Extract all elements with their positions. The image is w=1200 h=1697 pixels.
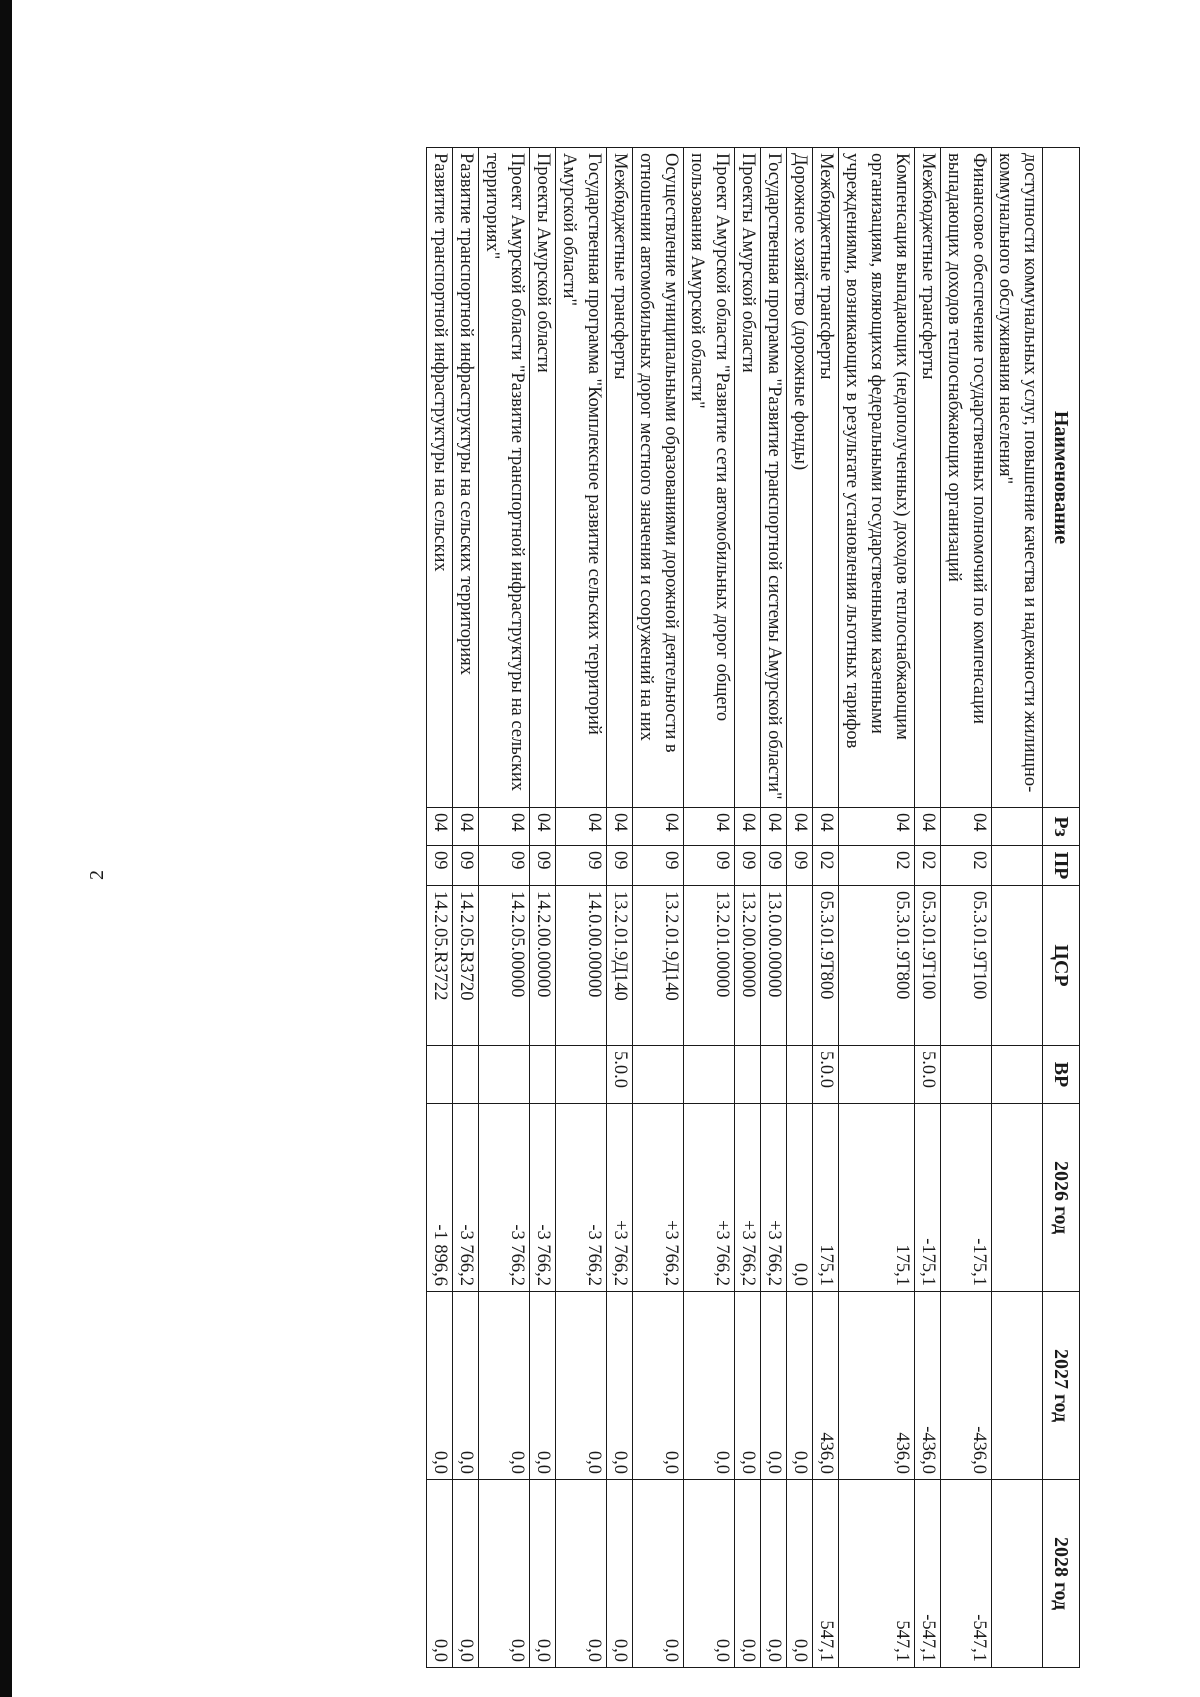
cell-2028: 0,0 [556,1480,607,1668]
table-row [530,148,556,1668]
cell-name: Компенсация выпадающих (недополученных) доходов теплоснабжающим организациям, являющихся федеральными государственными казенными учреждениями, возникающих в результате установления льготных тарифов [839,148,915,808]
cell-csr: 13.0.00.00000 [761,886,787,1046]
cell-2026: +3 766,2 [633,1104,684,1292]
cell-2027: 0,0 [684,1292,735,1480]
cell-csr: 05.3.01.9Т100 [915,886,941,1046]
cell-2027: 0,0 [607,1292,633,1480]
cell-rz: 04 [530,808,556,846]
cell-2026: +3 766,2 [684,1104,735,1292]
cell-2028: 0,0 [530,1480,556,1668]
cell-rz: 04 [479,808,530,846]
cell-2028: 0,0 [684,1480,735,1668]
cell-rz: 04 [607,808,633,846]
cell-csr [787,886,813,1046]
cell-vr: 5.0.0 [915,1046,941,1104]
cell-name: Проекты Амурской области [530,148,556,808]
table-row [633,148,684,1668]
cell-2026: +3 766,2 [735,1104,761,1292]
cell-pr: 09 [530,846,556,886]
table-row [479,148,530,1668]
cell-csr: 05.3.01.9Т100 [941,886,992,1046]
cell-vr [684,1046,735,1104]
cell-pr: 09 [633,846,684,886]
cell-2027: 0,0 [787,1292,813,1480]
cell-csr: 13.2.01.00000 [684,886,735,1046]
cell-2027: 0,0 [530,1292,556,1480]
cell-vr [453,1046,479,1104]
cell-2027: 0,0 [556,1292,607,1480]
cell-rz: 04 [813,808,839,846]
cell-vr [941,1046,992,1104]
cell-2028: 547,1 [839,1480,915,1668]
cell-rz: 04 [633,808,684,846]
cell-pr: 09 [556,846,607,886]
table-row [556,148,607,1668]
cell-vr [556,1046,607,1104]
cell-csr: 14.2.05.R3722 [427,886,453,1046]
cell-pr: 02 [915,846,941,886]
cell-2028: 0,0 [479,1480,530,1668]
cell-2028: 0,0 [787,1480,813,1668]
cell-rz: 04 [787,808,813,846]
cell-csr: 14.2.05.R3720 [453,886,479,1046]
cell-vr [839,1046,915,1104]
cell-2027: 436,0 [839,1292,915,1480]
cell-name: Развитие транспортной инфраструктуры на сельских территориях [453,148,479,808]
cell-2027 [992,1292,1043,1480]
cell-name: Проект Амурской области "Развитие транспортной инфраструктуры на сельских территориях" [479,148,530,808]
cell-name: Дорожное хозяйство (дорожные фонды) [787,148,813,808]
cell-vr [479,1046,530,1104]
header-rz: Рз [1043,808,1080,846]
cell-2028: 0,0 [633,1480,684,1668]
cell-2027: 0,0 [735,1292,761,1480]
cell-name: доступности коммунальных услуг, повышение качества и надежности жилищно-коммунального обслуживания населения" [992,148,1043,808]
cell-csr: 14.0.00.00000 [556,886,607,1046]
cell-csr: 13.2.01.9Д140 [607,886,633,1046]
cell-2026 [992,1104,1043,1292]
cell-2026: -1 896,6 [427,1104,453,1292]
cell-name: Проекты Амурской области [735,148,761,808]
cell-pr: 09 [607,846,633,886]
cell-rz: 04 [735,808,761,846]
rotated-page [180,147,1080,1667]
cell-2028: 0,0 [453,1480,479,1668]
cell-2028: 0,0 [761,1480,787,1668]
cell-rz: 04 [915,808,941,846]
cell-2026: 175,1 [813,1104,839,1292]
cell-name: Государственная программа "Развитие транспортной системы Амурской области" [761,148,787,808]
cell-rz: 04 [761,808,787,846]
cell-csr: 13.2.00.00000 [735,886,761,1046]
table-row [735,148,761,1668]
cell-csr: 05.3.01.9Т800 [839,886,915,1046]
cell-csr: 05.3.01.9Т800 [813,886,839,1046]
cell-2027: 0,0 [633,1292,684,1480]
cell-2026: -3 766,2 [530,1104,556,1292]
cell-2027: 0,0 [479,1292,530,1480]
cell-rz: 04 [556,808,607,846]
scan-edge [0,0,12,1697]
cell-2026: -3 766,2 [479,1104,530,1292]
cell-2026: -175,1 [941,1104,992,1292]
cell-2027: 436,0 [813,1292,839,1480]
cell-name: Осуществление муниципальными образованиями дорожной деятельности в отношении автомобильных дорог местного значения и сооружений на них [633,148,684,808]
header-2027: 2027 год [1043,1292,1080,1480]
table-row [915,148,941,1668]
cell-2028: -547,1 [915,1480,941,1668]
cell-name: Финансовое обеспечение государственных полномочий по компенсации выпадающих доходов теплоснабжающих организаций [941,148,992,808]
cell-pr [992,846,1043,886]
cell-pr: 09 [787,846,813,886]
table-row [992,148,1043,1668]
table-row [761,148,787,1668]
table-row [839,148,915,1668]
cell-2028: 0,0 [427,1480,453,1668]
cell-2028: 0,0 [735,1480,761,1668]
cell-pr: 09 [761,846,787,886]
cell-2028: -547,1 [941,1480,992,1668]
table-row [684,148,735,1668]
cell-pr: 09 [453,846,479,886]
table-row [787,148,813,1668]
cell-2026: +3 766,2 [761,1104,787,1292]
cell-rz: 04 [453,808,479,846]
cell-vr [761,1046,787,1104]
page-number: 2 [86,870,108,880]
header-csr: ЦСР [1043,886,1080,1046]
cell-name: Развитие транспортной инфраструктуры на сельских [427,148,453,808]
cell-2027: -436,0 [915,1292,941,1480]
table-row [607,148,633,1668]
cell-2028 [992,1480,1043,1668]
cell-pr: 02 [941,846,992,886]
cell-2027: 0,0 [453,1292,479,1480]
table-row [453,148,479,1668]
cell-pr: 02 [813,846,839,886]
header-2028: 2028 год [1043,1480,1080,1668]
cell-2027: -436,0 [941,1292,992,1480]
cell-rz: 04 [427,808,453,846]
cell-vr [787,1046,813,1104]
cell-2026: -3 766,2 [453,1104,479,1292]
cell-2026: -175,1 [915,1104,941,1292]
table-row [813,148,839,1668]
table-header-row [1043,148,1080,1668]
header-name: Наименование [1043,148,1080,808]
cell-2028: 547,1 [813,1480,839,1668]
cell-vr [530,1046,556,1104]
cell-vr: 5.0.0 [607,1046,633,1104]
cell-vr [633,1046,684,1104]
cell-vr [735,1046,761,1104]
cell-name: Межбюджетные трансферты [915,148,941,808]
cell-name: Проект Амурской области "Развитие сети автомобильных дорог общего пользования Амурской области" [684,148,735,808]
cell-2027: 0,0 [427,1292,453,1480]
cell-2026: 175,1 [839,1104,915,1292]
cell-pr: 09 [735,846,761,886]
cell-pr: 09 [684,846,735,886]
cell-pr: 02 [839,846,915,886]
cell-pr: 09 [479,846,530,886]
cell-2026: +3 766,2 [607,1104,633,1292]
cell-csr: 14.2.05.00000 [479,886,530,1046]
cell-name: Межбюджетные трансферты [813,148,839,808]
cell-rz: 04 [941,808,992,846]
header-2026: 2026 год [1043,1104,1080,1292]
cell-2028: 0,0 [607,1480,633,1668]
cell-2026: -3 766,2 [556,1104,607,1292]
cell-csr [992,886,1043,1046]
cell-vr [992,1046,1043,1104]
table-row [941,148,992,1668]
budget-table [426,147,1080,1668]
cell-vr [427,1046,453,1104]
cell-csr: 14.2.00.00000 [530,886,556,1046]
cell-vr: 5.0.0 [813,1046,839,1104]
cell-pr: 09 [427,846,453,886]
cell-rz [992,808,1043,846]
cell-rz: 04 [839,808,915,846]
cell-2026: 0,0 [787,1104,813,1292]
header-vr: ВР [1043,1046,1080,1104]
cell-csr: 13.2.01.9Д140 [633,886,684,1046]
cell-name: Государственная программа "Комплексное развитие сельских территорий Амурской области" [556,148,607,808]
header-pr: ПР [1043,846,1080,886]
cell-name: Межбюджетные трансферты [607,148,633,808]
cell-rz: 04 [684,808,735,846]
cell-2027: 0,0 [761,1292,787,1480]
table-row [427,148,453,1668]
